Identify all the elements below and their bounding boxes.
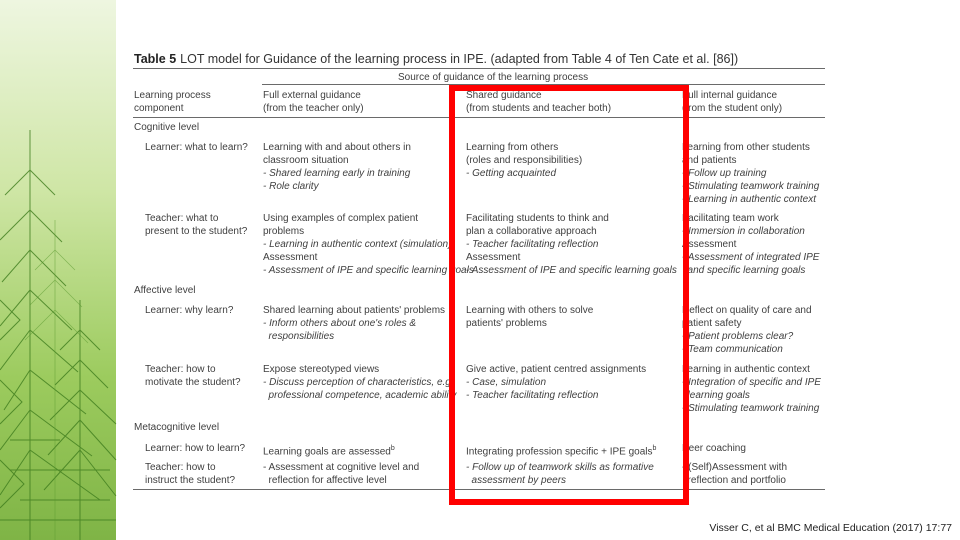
row3-internal: Reflect on quality of care and patient safety - Patient problems clear? - Team communication <box>682 305 812 355</box>
source-header: Source of guidance of the learning process <box>398 72 589 83</box>
row4-shared: Give active, patient centred assignments - Case, simulation - Teacher facilitating reflection <box>466 364 647 401</box>
footnote-marker: b <box>390 445 395 452</box>
row2-shared: Facilitating students to think and plan a collaborative approach - Teacher facilitating reflection Assessment - Assessment of IPE and specific learning goals <box>466 213 677 276</box>
table-label: Table 5 <box>134 52 177 66</box>
row2-internal: Facilitating team work - Immersion in collaboration Assessment - Assessment of integrated IPE and specific learning goals <box>682 213 820 276</box>
row3-component: Learner: why learn? <box>145 305 234 316</box>
row4-external: Expose stereotyped views - Discuss perception of characteristics, e.g. professional competence, academic ability <box>263 364 457 401</box>
decorative-sidebar <box>0 0 116 540</box>
row6-external: - Assessment at cognitive level and reflection for affective level <box>263 462 420 486</box>
column-header-component: Learning process component <box>134 90 211 114</box>
table-caption <box>134 52 738 66</box>
row5-shared: Integrating profession specific + IPE goals$^b$ <box>466 445 657 458</box>
row6-internal: - (Self)Assessment with reflection and portfolio <box>682 462 788 486</box>
level-affective: Affective level <box>134 285 196 296</box>
rule-top <box>133 68 825 69</box>
table-caption-text: LOT model for Guidance of the learning process in IPE. (adapted from Table 4 of Ten Cate et al. [86]) <box>180 52 739 66</box>
row1-shared: Learning from others (roles and responsibilities) - Getting acquainted <box>466 142 583 179</box>
row5-internal: Peer coaching <box>682 443 746 454</box>
citation: Visser C, et al BMC Medical Education (2017) 17:77 <box>709 522 952 534</box>
column-header-internal: Full internal guidance (from the student only) <box>682 90 783 114</box>
row3-external: Shared learning about patients' problems - Inform others about one's roles & responsibilities <box>263 305 446 342</box>
column-header-external: Full external guidance (from the teacher only) <box>263 90 364 114</box>
row5-external: Learning goals are assessed$^b$ <box>263 445 395 458</box>
footnote-marker: b <box>652 445 657 452</box>
column-header-shared: Shared guidance (from students and teacher both) <box>466 90 612 114</box>
row2-component: Teacher: what to present to the student? <box>145 213 248 237</box>
row4-internal: Learning in authentic context - Integration of specific and IPE learning goals - Stimulating teamwork training <box>682 364 821 414</box>
row1-component: Learner: what to learn? <box>145 142 248 153</box>
row6-shared: - Follow up of teamwork skills as formative assessment by peers <box>466 462 654 486</box>
level-metacognitive: Metacognitive level <box>134 422 220 433</box>
row6-component: Teacher: how to instruct the student? <box>145 462 236 486</box>
row1-internal: Learning from other students and patients - Follow up training - Stimulating teamwork training - Learning in authentic context <box>682 142 820 205</box>
row4-component: Teacher: how to motivate the student? <box>145 364 241 388</box>
row3-shared: Learning with others to solve patients' problems <box>466 305 594 329</box>
row5-component: Learner: how to learn? <box>145 443 246 454</box>
row2-external: Using examples of complex patient problems - Learning in authentic context (simulation) Assessment - Assessment of IPE and specific learning goals <box>263 213 474 276</box>
highlight-box <box>449 85 689 505</box>
level-cognitive: Cognitive level <box>134 122 200 133</box>
row1-external: Learning with and about others in classroom situation - Shared learning early in training - Role clarity <box>263 142 411 192</box>
